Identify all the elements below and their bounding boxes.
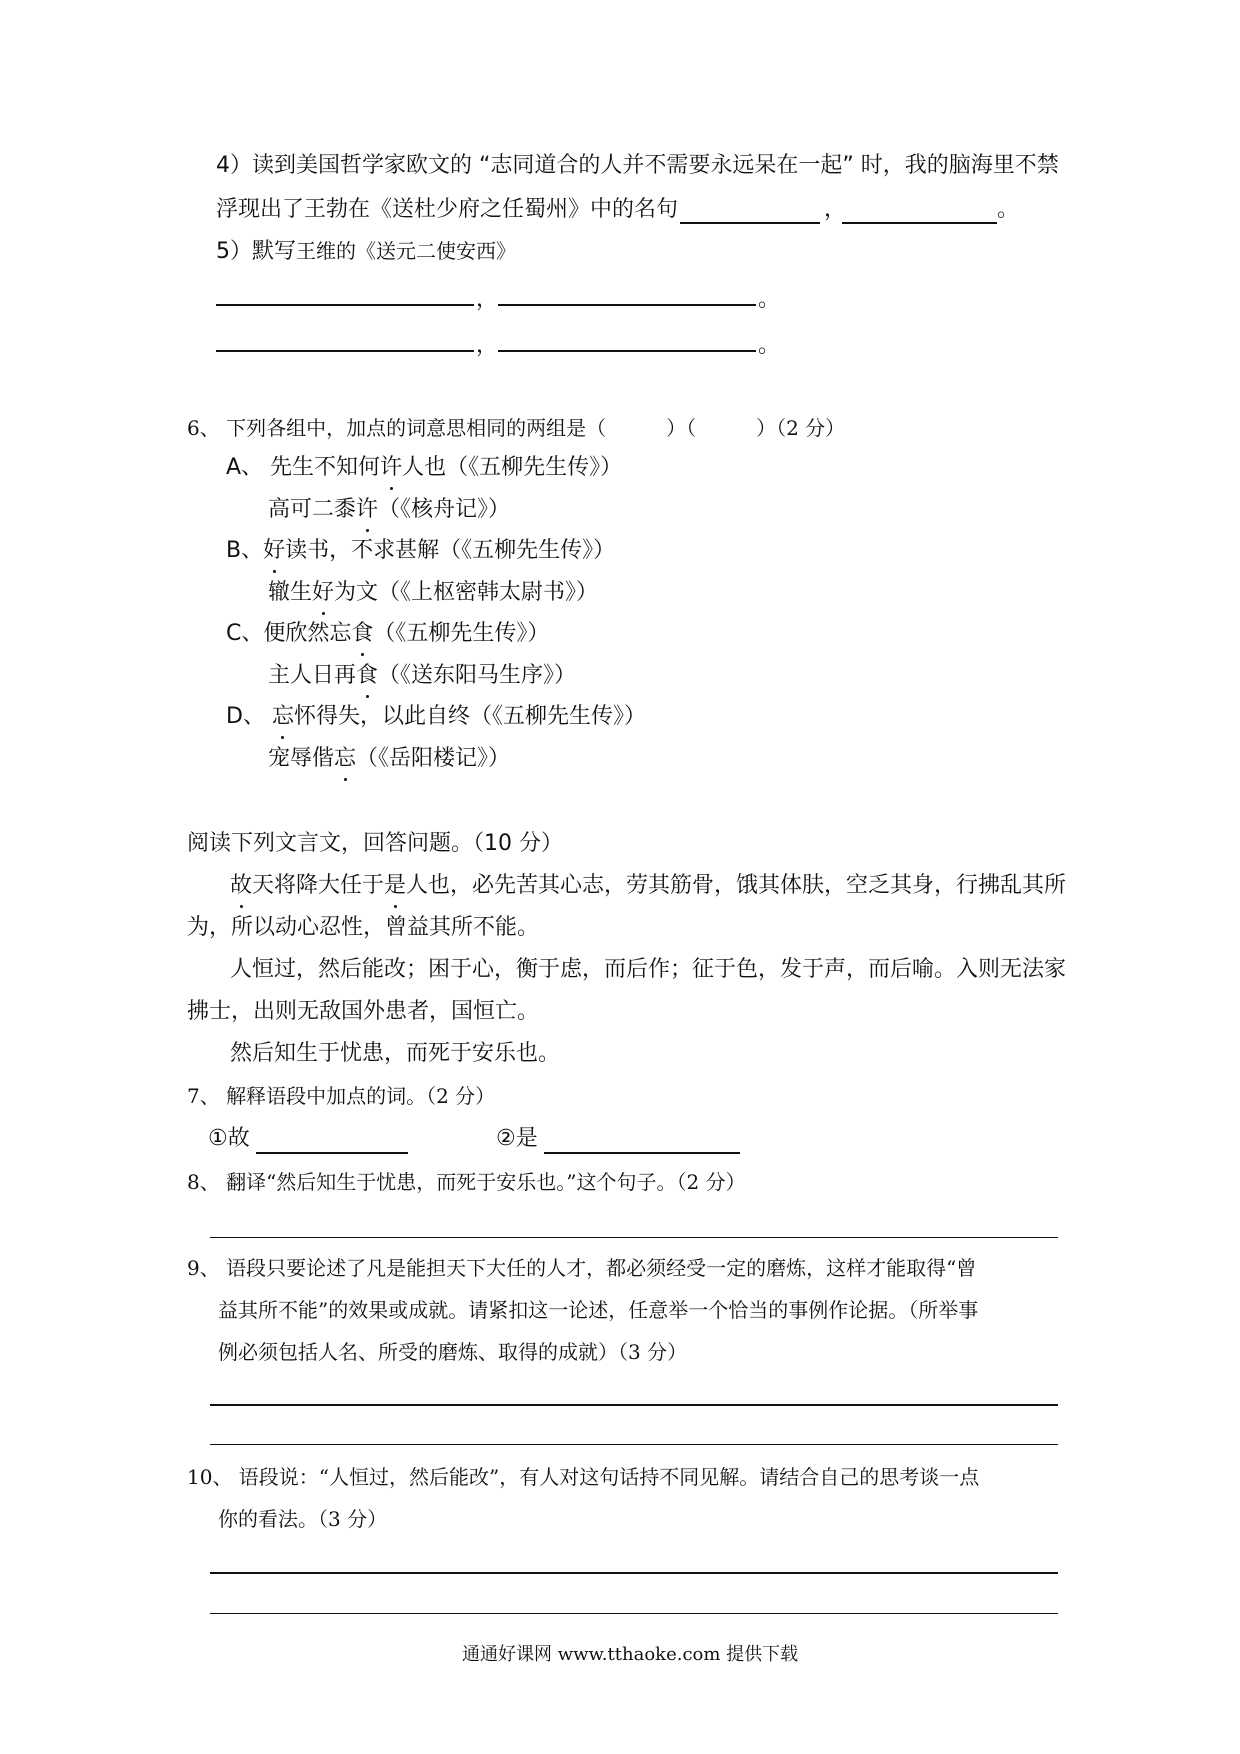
q4-comma: ， (824, 197, 847, 222)
q8-stem: 8、 翻译“然后知生于忧患，而死于安乐也。”这个句子。（2 分） (187, 1170, 746, 1194)
dotted-word: 好 (263, 535, 285, 567)
passage-p2-line2: 拂士，出则无敌国外患者，国恒亡。 (187, 999, 540, 1024)
q7-item-1: ①故 (208, 1126, 250, 1151)
q10-line1: 10、 语段说：“人恒过，然后能改”，有人对这句话持不同见解。请结合自己的思考谈一点 (187, 1465, 980, 1489)
dotted-word: 忘 (272, 701, 294, 733)
q4-line2: 浮现出了王勃在《送杜少府之任蜀州》中的名句 (216, 197, 679, 222)
q5-blank-1[interactable] (216, 304, 474, 306)
q6-option-c-line2: 主人日再食（《送东阳马生序》） (268, 660, 576, 692)
q4-line1: 4）读到美国哲学家欧文的 “志同道合的人并不需要永远呆在一起” 时，我的脑海里不禁 (216, 153, 1059, 178)
q9-answer-line-1[interactable] (210, 1404, 1058, 1406)
q6-option-c-line1: C、便欣然忘食（《五柳先生传》） (226, 618, 549, 650)
passage-p2-line1: 人恒过，然后能改；困于心，衡于虑，而后作；征于色，发于声，而后喻。入则无法家 (230, 957, 1067, 982)
passage-p1-line1: 故天将降大任于是人也，必先苦其心志，劳其筋骨，饿其体肤，空乏其身，行拂乱其所 (230, 870, 1066, 902)
q10-line2: 你的看法。（3 分） (218, 1507, 388, 1531)
q5-blank-2[interactable] (498, 304, 756, 306)
q5-period-1: 。 (758, 287, 781, 312)
passage-p1-line2: 为，所以动心忍性，曾益其所不能。 (187, 915, 540, 940)
q9-line2: 益其所不能”的效果或成就。请紧扣这一论述，任意举一个恰当的事例作论据。（所举事 (218, 1298, 979, 1322)
q7-blank-1[interactable] (256, 1152, 408, 1154)
dotted-word: 是 (384, 870, 406, 902)
option-letter: D、 (226, 704, 265, 729)
dotted-word: 好 (312, 577, 334, 609)
q8-answer-line[interactable] (210, 1237, 1058, 1238)
q7-item-2: ②是 (496, 1126, 538, 1151)
dotted-word: 食 (351, 618, 373, 650)
q4-period: 。 (997, 197, 1020, 222)
q9-answer-line-2[interactable] (210, 1444, 1058, 1445)
q9-line1: 9、 语段只要论述了凡是能担天下大任的人才，都必须经受一定的磨炼，这样才能取得“曾 (187, 1256, 977, 1280)
q5-period-2: 。 (758, 333, 781, 358)
dotted-word: 忘 (334, 743, 356, 775)
q6-option-d-line1: D、 忘怀得失，以此自终（《五柳先生传》） (226, 701, 646, 733)
q4-blank-1[interactable] (680, 222, 820, 224)
q6-option-a-line1: A、 先生不知何许人也（《五柳先生传》） (226, 452, 622, 484)
dotted-word: 食 (356, 660, 378, 692)
q5-comma-1: ， (476, 287, 499, 312)
q5-title-a: 5）默写 (216, 239, 296, 264)
dotted-word: 许 (356, 494, 378, 526)
passage-p3: 然后知生于忧患，而死于安乐也。 (230, 1041, 561, 1066)
page-footer: 通通好课网 www.tthaoke.com 提供下载 (462, 1644, 799, 1665)
q6-stem: 6、 下列各组中，加点的词意思相同的两组是（ ）（ ）（2 分） (187, 416, 846, 440)
reading-intro: 阅读下列文言文，回答问题。（10 分） (187, 831, 563, 856)
q10-answer-line-2[interactable] (210, 1613, 1058, 1614)
q5-blank-4[interactable] (498, 350, 756, 352)
q5-blank-3[interactable] (216, 350, 474, 352)
q6-option-b-line2: 辙生好为文（《上枢密韩太尉书》） (268, 577, 598, 609)
q5-comma-2: ， (476, 333, 499, 358)
q6-option-b-line1: B、好读书，不求甚解（《五柳先生传》） (226, 535, 615, 567)
q6-option-d-line2: 宠辱偕忘（《岳阳楼记》） (268, 743, 510, 775)
option-letter: C、 (226, 621, 264, 646)
q6-option-a-line2: 高可二黍许（《核舟记》） (268, 494, 510, 526)
q9-line3: 例必须包括人名、所受的磨炼、取得的成就）（3 分） (218, 1340, 688, 1364)
dotted-word: 许 (380, 452, 402, 484)
q7-stem: 7、 解释语段中加点的词。（2 分） (187, 1084, 496, 1108)
q5-title (216, 236, 516, 268)
q5-title-b: 王维的《送元二使安西》 (296, 239, 516, 263)
q7-blank-2[interactable] (544, 1152, 740, 1154)
dotted-word: 故 (230, 870, 252, 902)
option-letter: B、 (226, 538, 264, 563)
q10-answer-line-1[interactable] (210, 1572, 1058, 1574)
q4-blank-2[interactable] (842, 222, 997, 224)
option-letter: A、 (226, 455, 264, 480)
